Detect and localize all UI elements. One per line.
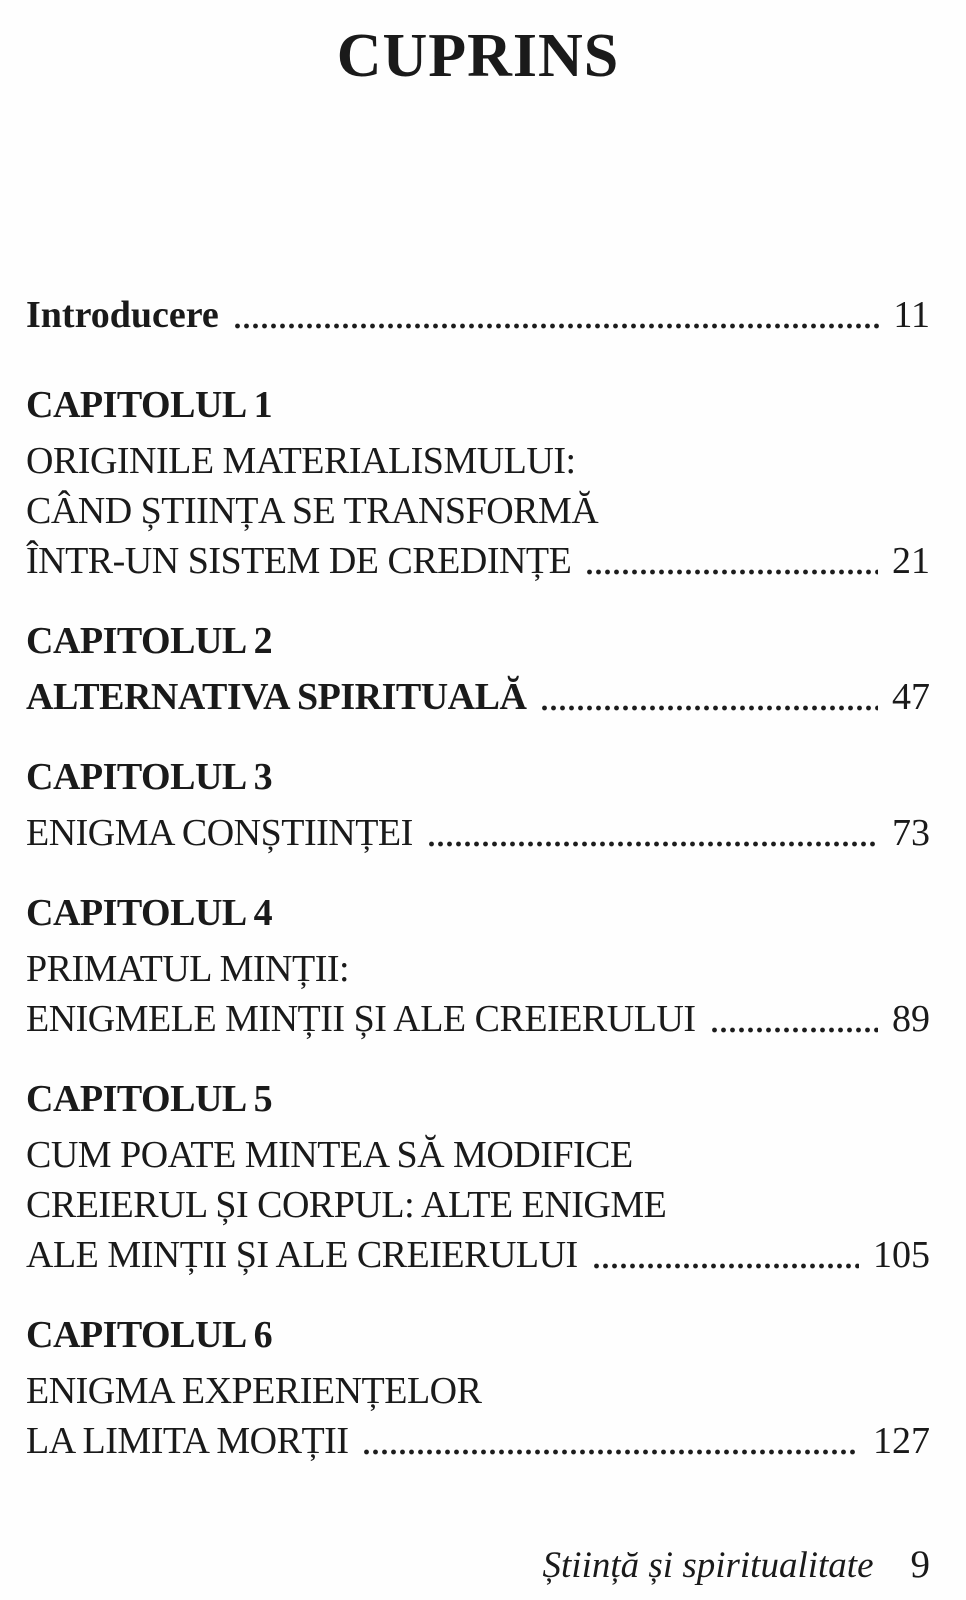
entry-page-number: 73	[892, 812, 930, 854]
entry-title-line: ALE MINȚII ȘI ALE CREIERULUI	[26, 1234, 578, 1276]
entry-title-line: ENIGMELE MINȚII ȘI ALE CREIERULUI	[26, 998, 696, 1040]
entry-title-row	[26, 290, 930, 340]
entry-title-line: ORIGINILE MATERIALISMULUI:	[26, 440, 576, 482]
entry-title-row	[26, 1230, 930, 1280]
entry-page-number: 127	[873, 1420, 930, 1462]
chapter-label: CAPITOLUL 4	[26, 892, 273, 934]
chapter-label: CAPITOLUL 1	[26, 384, 273, 426]
chapter-label: CAPITOLUL 5	[26, 1078, 273, 1120]
toc-entry-introducere	[26, 290, 930, 340]
toc-entry-chapter-6	[26, 1310, 930, 1466]
dot-leader	[427, 841, 878, 847]
dot-leader	[362, 1449, 859, 1455]
entry-page-number: 105	[873, 1234, 930, 1276]
folio-page-number: 9	[910, 1543, 930, 1586]
entry-title-line: CREIERUL ȘI CORPUL: ALTE ENIGME	[26, 1184, 667, 1226]
entry-title-row	[26, 536, 930, 586]
toc-list	[26, 290, 930, 1466]
entry-page-number: 21	[892, 540, 930, 582]
entry-title-row	[26, 994, 930, 1044]
entry-title: Introducere	[26, 294, 219, 336]
chapter-label: CAPITOLUL 6	[26, 1314, 273, 1356]
entry-title-line: ÎNTR-UN SISTEM DE CREDINȚE	[26, 540, 572, 582]
entry-page-number: 47	[892, 676, 930, 718]
entry-title-line: PRIMATUL MINȚII:	[26, 948, 350, 990]
chapter-label: CAPITOLUL 2	[26, 620, 273, 662]
toc-entry-chapter-3	[26, 752, 930, 858]
dot-leader	[592, 1263, 859, 1269]
toc-entry-chapter-4	[26, 888, 930, 1044]
page-title: CUPRINS	[336, 22, 620, 90]
entry-page-number: 89	[892, 998, 930, 1040]
entry-title-line: CUM POATE MINTEA SĂ MODIFICE	[26, 1134, 633, 1176]
dot-leader	[710, 1027, 878, 1033]
entry-title-row	[26, 808, 930, 858]
toc-entry-chapter-1	[26, 380, 930, 586]
dot-leader	[233, 323, 880, 329]
toc-entry-chapter-2	[26, 616, 930, 722]
toc-entry-chapter-5	[26, 1074, 930, 1280]
entry-title-row	[26, 672, 930, 722]
entry-title-row	[26, 1416, 930, 1466]
entry-title-line: ENIGMA EXPERIENȚELOR	[26, 1370, 482, 1412]
chapter-label: CAPITOLUL 3	[26, 756, 273, 798]
page-footer	[543, 1540, 930, 1591]
entry-title-line: CÂND ȘTIINȚA SE TRANSFORMĂ	[26, 490, 599, 532]
entry-title-line: ALTERNATIVA SPIRITUALĂ	[26, 676, 527, 718]
entry-title-line: ENIGMA CONȘTIINȚEI	[26, 812, 413, 854]
entry-title-line: LA LIMITA MORȚII	[26, 1420, 349, 1462]
entry-page-number: 11	[893, 294, 930, 336]
running-title: Știință și spiritualitate	[542, 1545, 874, 1586]
dot-leader	[540, 705, 878, 711]
dot-leader	[585, 569, 878, 575]
